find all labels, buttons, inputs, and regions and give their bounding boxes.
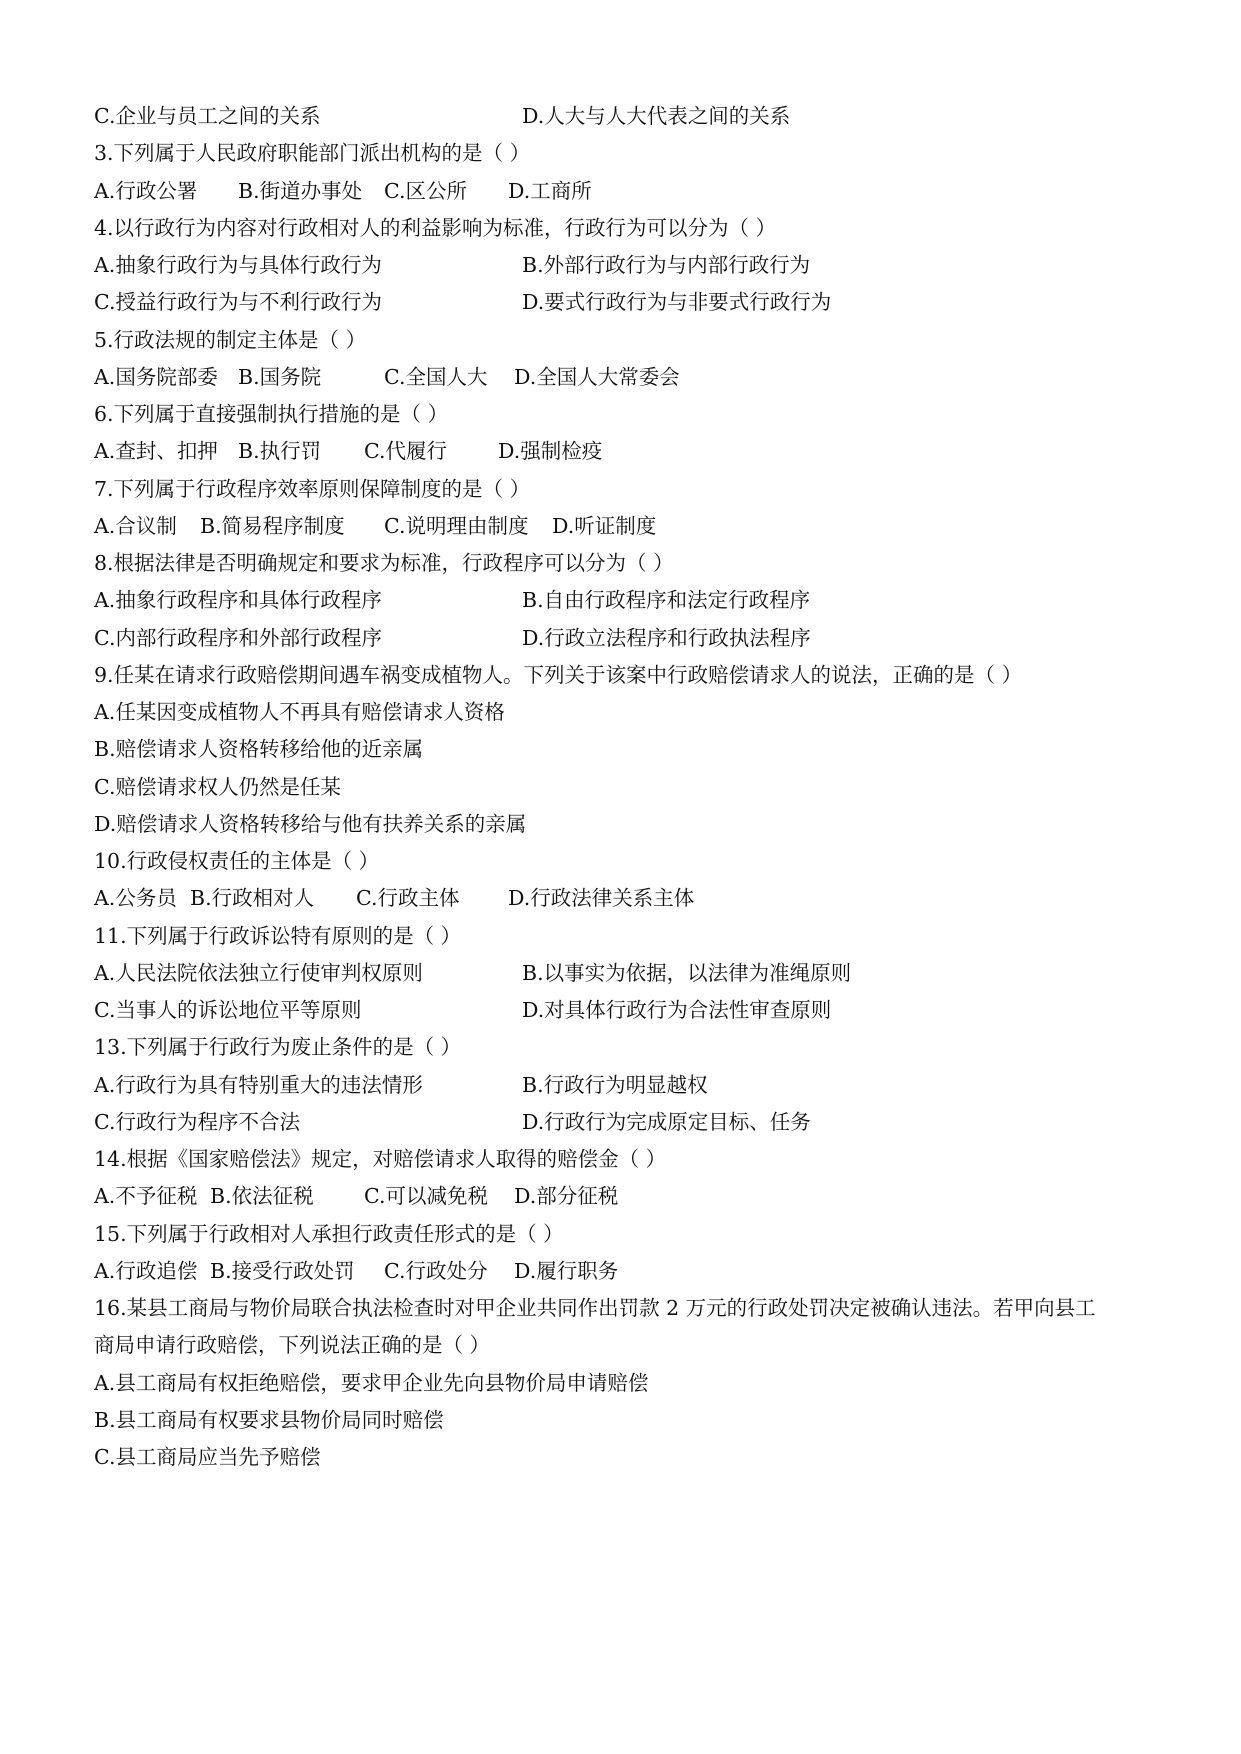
text-line: D.赔偿请求人资格转移给与他有扶养关系的亲属 [94, 811, 527, 836]
options-row [94, 247, 1144, 283]
option-item: B.以事实为依据，以法律为准绳原则 [522, 960, 852, 985]
option-item: B.自由行政程序和法定行政程序 [522, 588, 811, 613]
options-row [94, 880, 1144, 916]
option-item: C.代履行 [364, 439, 447, 464]
option-item: B.街道办事处 [238, 178, 363, 203]
option-item: D.人大与人大代表之间的关系 [522, 104, 791, 128]
options-row [94, 620, 1144, 656]
text-line: 13.下列属于行政行为废止条件的是（ ） [94, 1035, 462, 1060]
options-row [94, 992, 1144, 1028]
options-row [94, 1104, 1144, 1140]
text-line: B.县工商局有权要求县物价局同时赔偿 [94, 1407, 444, 1432]
option-item: C.区公所 [384, 178, 467, 203]
option-item: C.全国人大 [384, 364, 488, 389]
option-item: C.企业与员工之间的关系 [94, 104, 321, 128]
option-item: D.强制检疫 [498, 439, 603, 464]
options-row [94, 1067, 1144, 1103]
options-row [94, 433, 1144, 469]
text-line: 10.行政侵权责任的主体是（ ） [94, 849, 380, 873]
text-line: 16.某县工商局与物价局联合执法检查时对甲企业共同作出罚款 2 万元的行政处罚决定被确认违法。若甲向县工 [94, 1296, 1096, 1320]
options-row [94, 284, 1144, 320]
option-item: B.行政相对人 [190, 886, 315, 911]
text-line: 9.任某在请求行政赔偿期间遇车祸变成植物人。下列关于该案中行政赔偿请求人的说法，正确的是（ ） [94, 662, 1023, 687]
options-row [94, 582, 1144, 618]
option-item: D.对具体行政行为合法性审查原则 [522, 998, 832, 1022]
options-row [94, 359, 1144, 395]
option-item: A.公务员 [94, 886, 177, 911]
text-line: C.县工商局应当先予赔偿 [94, 1445, 321, 1469]
option-item: D.听证制度 [552, 513, 657, 538]
option-item: C.授益行政行为与不利行政行为 [94, 290, 382, 315]
option-item: B.外部行政行为与内部行政行为 [522, 253, 811, 277]
option-item: A.合议制 [94, 513, 177, 538]
option-item: D.要式行政行为与非要式行政行为 [522, 290, 832, 315]
option-item: D.行政立法程序和行政执法程序 [522, 625, 811, 650]
option-item: C.可以减免税 [364, 1184, 488, 1209]
option-item: A.行政行为具有特别重大的违法情形 [94, 1072, 423, 1097]
option-item: A.行政公署 [94, 178, 198, 203]
option-item: C.说明理由制度 [384, 513, 529, 538]
option-item: B.行政行为明显越权 [522, 1072, 708, 1097]
text-line: 5.行政法规的制定主体是（ ） [94, 327, 367, 352]
text-line: A.县工商局有权拒绝赔偿，要求甲企业先向县物价局申请赔偿 [94, 1370, 649, 1395]
option-item: D.工商所 [508, 178, 592, 203]
option-item: C.内部行政程序和外部行政程序 [94, 625, 382, 650]
option-item: A.抽象行政程序和具体行政程序 [94, 588, 382, 613]
option-item: A.不予征税 [94, 1184, 198, 1209]
option-item: A.抽象行政行为与具体行政行为 [94, 253, 382, 277]
option-item: D.全国人大常委会 [514, 364, 680, 389]
text-line: 4.以行政行为内容对行政相对人的利益影响为标准，行政行为可以分为（ ） [94, 215, 777, 240]
text-line: 商局申请行政赔偿，下列说法正确的是（ ） [94, 1333, 491, 1358]
options-row [94, 955, 1144, 991]
option-item: C.当事人的诉讼地位平等原则 [94, 998, 362, 1022]
text-line: 3.下列属于人民政府职能部门派出机构的是（ ） [94, 141, 531, 166]
text-line: 7.下列属于行政程序效率原则保障制度的是（ ） [94, 476, 531, 501]
option-item: A.行政追偿 [94, 1258, 198, 1283]
text-line: 15.下列属于行政相对人承担行政责任形式的是（ ） [94, 1221, 564, 1246]
option-item: D.行政行为完成原定目标、任务 [522, 1109, 811, 1134]
text-line: 11.下列属于行政诉讼特有原则的是（ ） [94, 923, 462, 948]
option-item: B.执行罚 [238, 439, 322, 464]
text-line: 8.根据法律是否明确规定和要求为标准，行政程序可以分为（ ） [94, 551, 674, 575]
option-item: C.行政行为程序不合法 [94, 1109, 300, 1134]
option-item: C.行政处分 [384, 1258, 488, 1283]
options-row [94, 508, 1144, 544]
option-item: B.国务院 [238, 364, 322, 389]
options-row [94, 1253, 1144, 1289]
text-line: C.赔偿请求权人仍然是任某 [94, 774, 341, 799]
option-item: A.人民法院依法独立行使审判权原则 [94, 960, 423, 985]
options-row [94, 1178, 1144, 1214]
option-item: A.国务院部委 [94, 364, 218, 389]
options-row [94, 173, 1144, 209]
option-item: D.行政法律关系主体 [508, 886, 695, 911]
option-item: D.履行职务 [514, 1258, 619, 1283]
option-item: B.依法征税 [210, 1184, 314, 1209]
options-row [94, 98, 1144, 134]
text-line: A.任某因变成植物人不再具有赔偿请求人资格 [94, 700, 505, 724]
option-item: A.查封、扣押 [94, 439, 218, 464]
option-item: C.行政主体 [356, 886, 460, 911]
text-line: B.赔偿请求人资格转移给他的近亲属 [94, 737, 424, 762]
option-item: B.简易程序制度 [200, 513, 345, 538]
text-line: 6.下列属于直接强制执行措施的是（ ） [94, 402, 449, 426]
text-line: 14.根据《国家赔偿法》规定，对赔偿请求人取得的赔偿金（ ） [94, 1147, 667, 1171]
option-item: B.接受行政处罚 [210, 1258, 355, 1283]
option-item: D.部分征税 [514, 1184, 619, 1209]
